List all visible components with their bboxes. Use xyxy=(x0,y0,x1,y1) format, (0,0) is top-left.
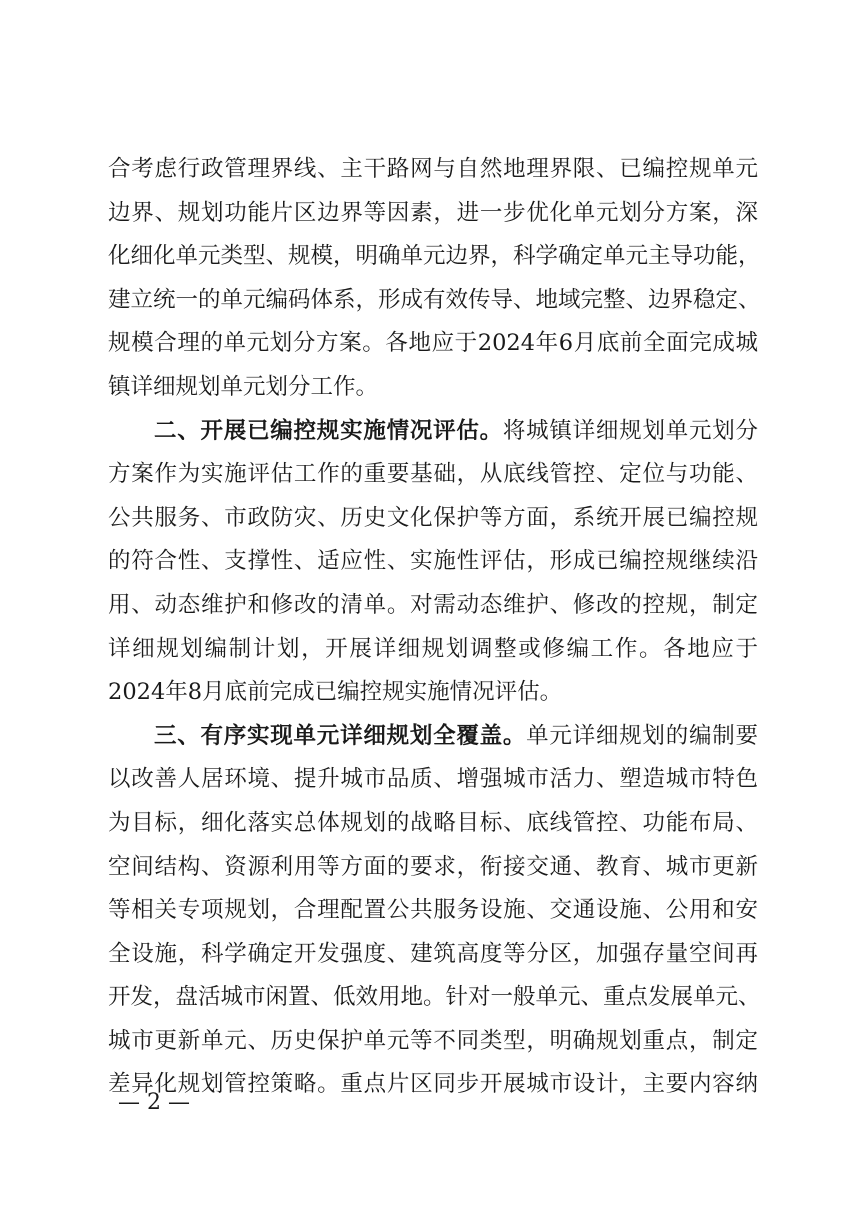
paragraph-continuation xyxy=(108,148,761,410)
text-line: 的符合性、支撑性、适应性、实施性评估，形成已编控规继续沿 xyxy=(108,548,758,575)
text-line: 城市更新单元、历史保护单元等不同类型，明确规划重点，制定 xyxy=(108,1027,758,1054)
text-line: 公共服务、市政防灾、历史文化保护等方面，系统开展已编控规 xyxy=(108,504,758,531)
section-two-heading: 二、开展已编控规实施情况评估。 xyxy=(154,417,503,444)
text-line: 等相关专项规划，合理配置公共服务设施、交通设施、公用和安 xyxy=(108,897,758,924)
text-span: 单元详细规划的编制要 xyxy=(526,722,758,749)
section-two-first-line xyxy=(108,410,758,454)
text-line: 方案作为实施评估工作的重要基础，从底线管控、定位与功能、 xyxy=(108,461,758,488)
section-three-heading: 三、有序实现单元详细规划全覆盖。 xyxy=(154,722,527,749)
section-three-paragraph xyxy=(108,715,761,1107)
text-line: 建立统一的单元编码体系，形成有效传导、地域完整、边界稳定、 xyxy=(108,286,761,313)
text-line: 详细规划编制计划，开展详细规划调整或修编工作。各地应于 xyxy=(108,635,758,662)
text-line: 空间结构、资源利用等方面的要求，衔接交通、教育、城市更新 xyxy=(108,853,758,880)
text-line: 用、动态维护和修改的清单。对需动态维护、修改的控规，制定 xyxy=(108,591,758,618)
text-line: 为目标，细化落实总体规划的战略目标、底线管控、功能布局、 xyxy=(108,809,758,836)
text-line: 边界、规划功能片区边界等因素，进一步优化单元划分方案，深 xyxy=(108,199,758,226)
text-line: 2024年8月底前完成已编控规实施情况评估。 xyxy=(108,679,563,706)
text-line: 差异化规划管控策略。重点片区同步开展城市设计，主要内容纳 xyxy=(108,1071,758,1098)
document-body xyxy=(108,148,761,1107)
text-line: 规模合理的单元划分方案。各地应于2024年6月底前全面完成城 xyxy=(108,330,758,357)
page-number: — 2 — xyxy=(118,1090,190,1115)
text-span: 将城镇详细规划单元划分 xyxy=(502,417,758,444)
section-two-paragraph xyxy=(108,410,758,715)
text-line: 合考虑行政管理界线、主干路网与自然地理界限、已编控规单元 xyxy=(108,156,758,182)
text-line: 化细化单元类型、规模，明确单元边界，科学确定单元主导功能， xyxy=(108,243,761,270)
section-three-first-line xyxy=(108,715,758,759)
text-line: 以改善人居环境、提升城市品质、增强城市活力、塑造城市特色 xyxy=(108,766,758,793)
text-line: 开发，盘活城市闲置、低效用地。针对一般单元、重点发展单元、 xyxy=(108,984,761,1011)
text-line: 全设施，科学确定开发强度、建筑高度等分区，加强存量空间再 xyxy=(108,940,758,967)
text-line: 镇详细规划单元划分工作。 xyxy=(108,373,379,400)
